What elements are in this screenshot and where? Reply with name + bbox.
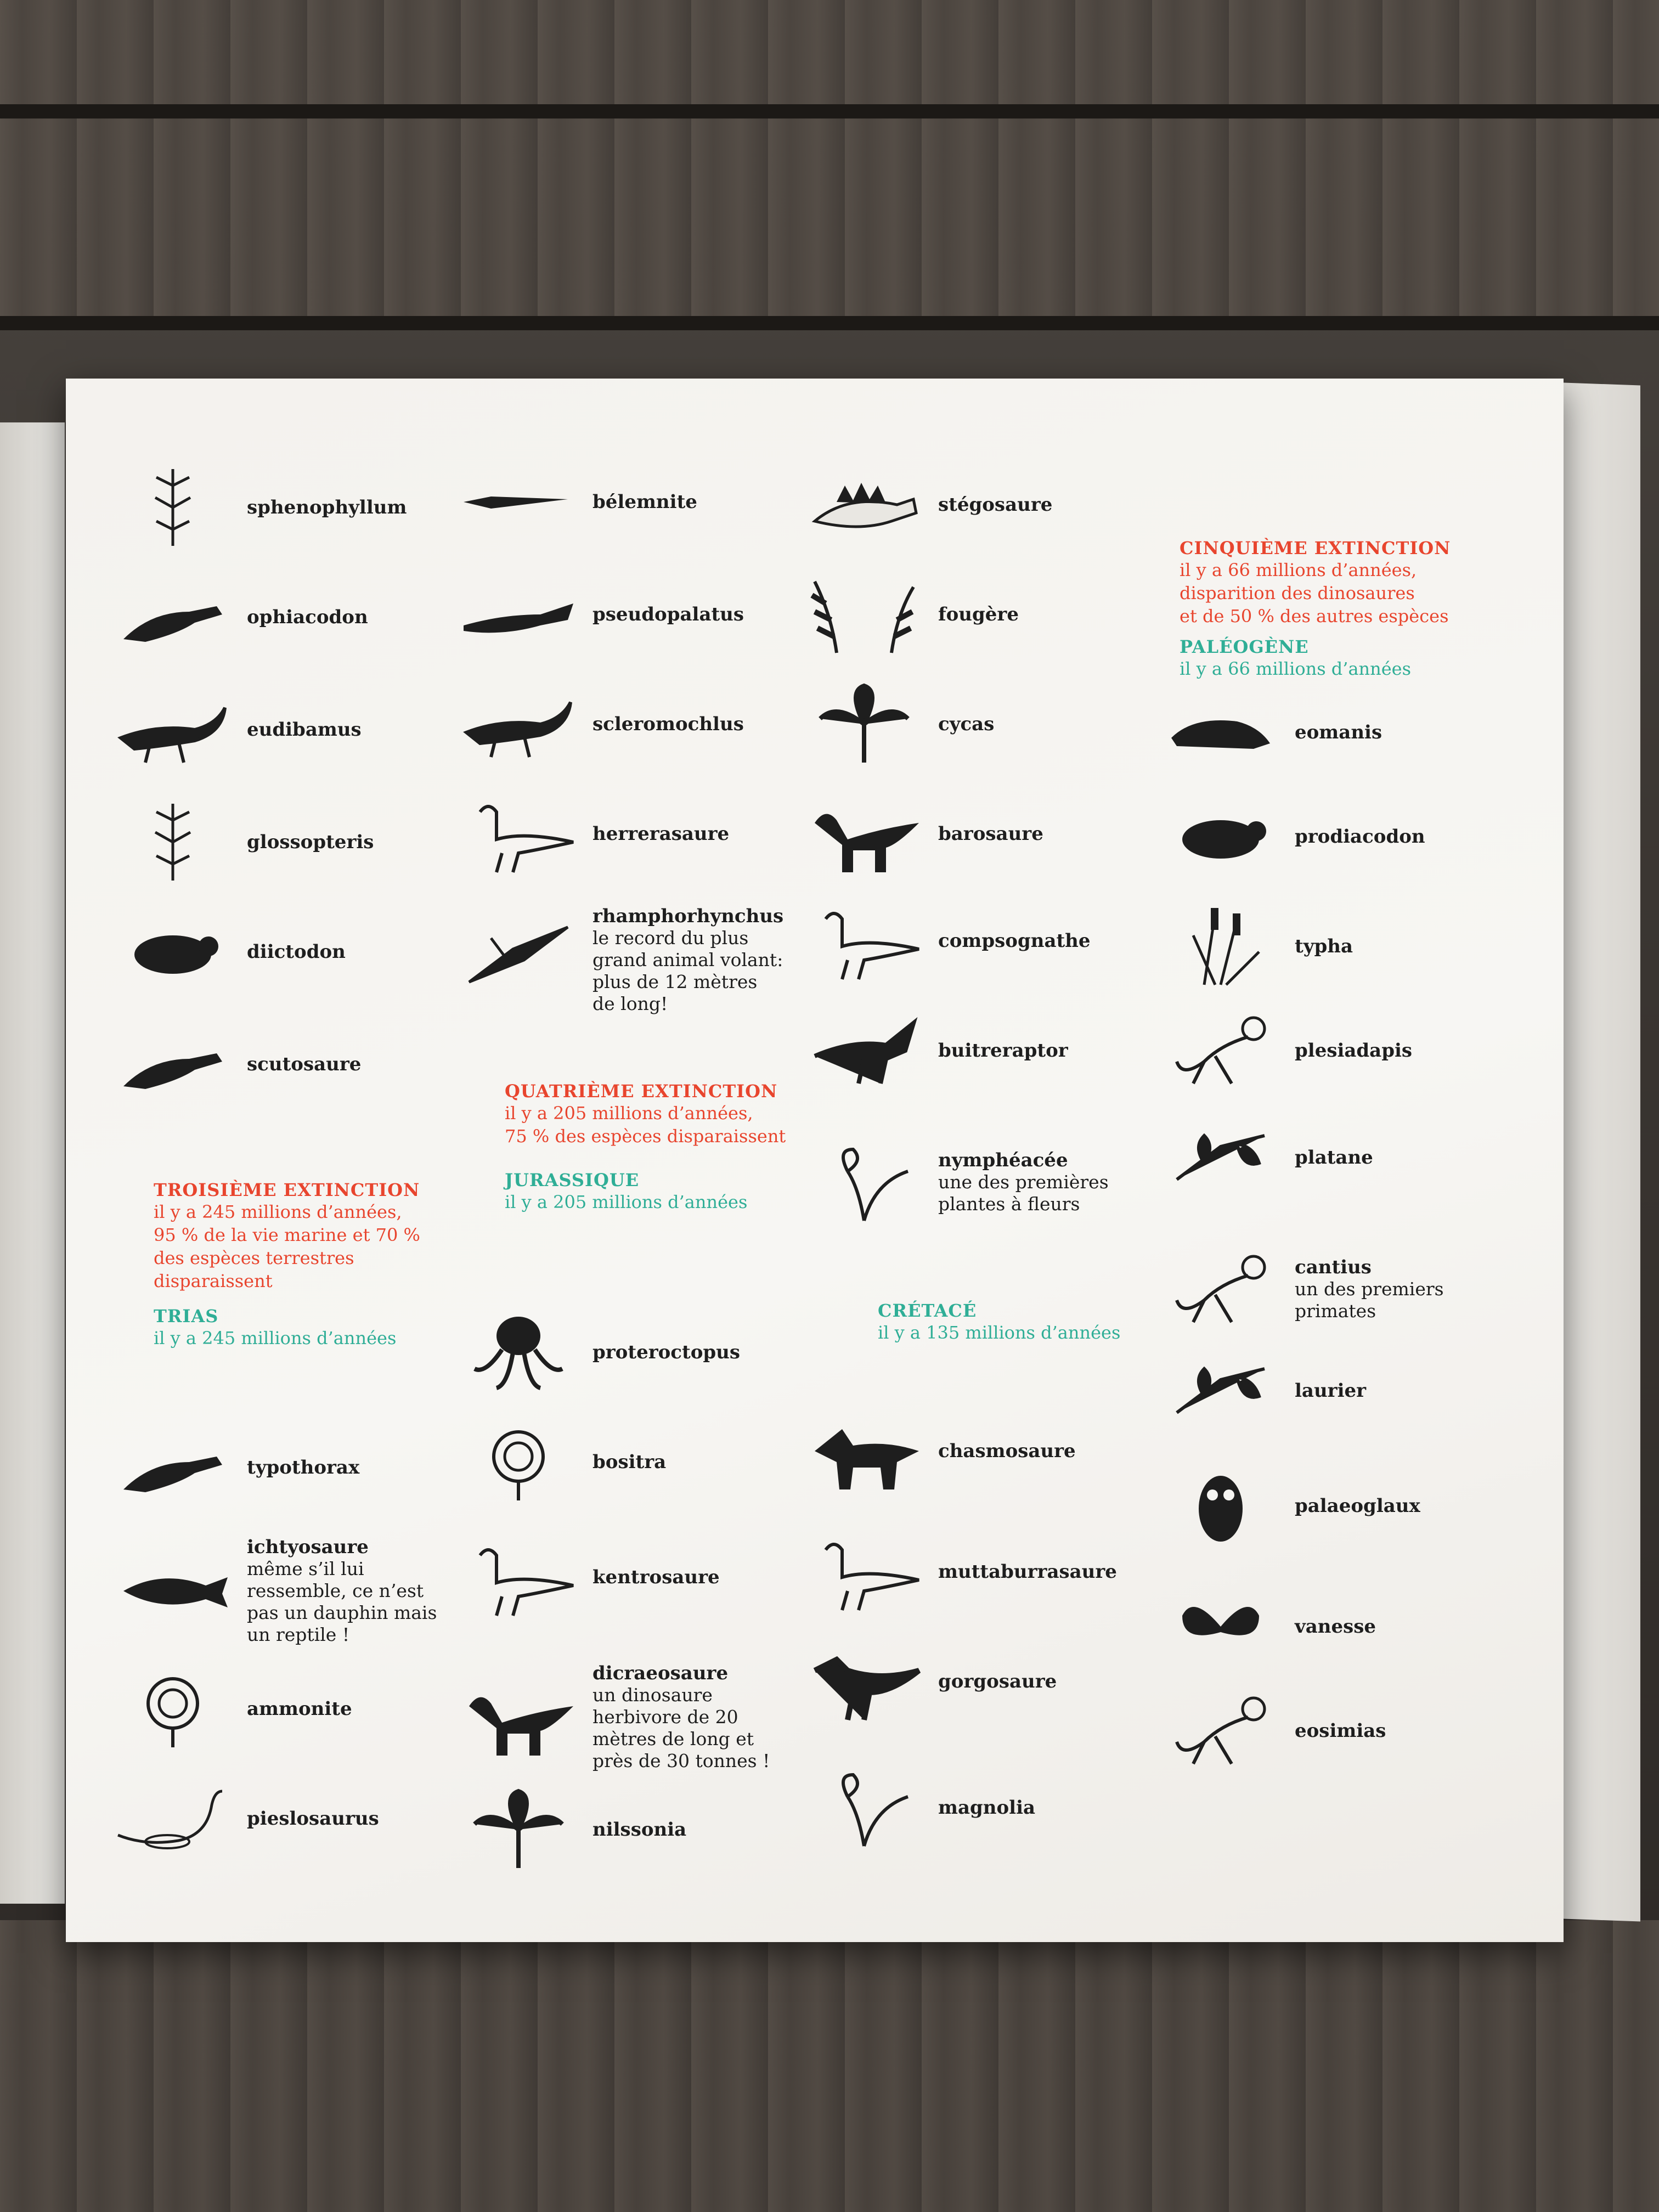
reptile-icon — [110, 1018, 236, 1111]
species-entry — [801, 1004, 1068, 1097]
species-label — [938, 823, 1043, 845]
species-label — [592, 491, 697, 513]
lizard-icon — [455, 678, 582, 771]
species-name: bélemnite — [592, 491, 697, 513]
section-title: CINQUIÈME EXTINCTION — [1180, 538, 1451, 558]
species-entry — [110, 1421, 359, 1514]
squid-icon — [455, 455, 582, 549]
species-label — [247, 1536, 437, 1646]
species-label — [247, 496, 407, 518]
species-description: une des premières — [938, 1171, 1109, 1193]
crocodile-icon — [455, 568, 582, 661]
species-entry — [1158, 900, 1353, 993]
species-label — [247, 1698, 352, 1720]
section-line: 95 % de la vie marine et 70 % — [154, 1224, 420, 1245]
species-entry — [455, 1531, 720, 1624]
species-entry — [1158, 1580, 1376, 1673]
left-page-edge — [0, 422, 65, 1904]
species-description: un dinosaure — [592, 1684, 713, 1706]
pterosaur-icon — [455, 913, 582, 1007]
species-label — [592, 1566, 720, 1588]
period-title: TRIAS — [154, 1306, 219, 1327]
species-name: pseudopalatus — [592, 603, 744, 625]
species-name: compsognathe — [938, 930, 1091, 952]
species-entry — [801, 678, 994, 771]
section-title: QUATRIÈME EXTINCTION — [505, 1081, 778, 1102]
species-label — [592, 713, 744, 735]
plank-gap — [0, 104, 1659, 119]
species-label — [247, 719, 362, 741]
species-label — [592, 1451, 666, 1473]
dinosaur-icon — [801, 894, 927, 988]
book-right-edge — [1564, 383, 1640, 1922]
reed-icon — [1158, 900, 1284, 993]
species-name: cycas — [938, 713, 995, 735]
period-line: il y a 135 millions d’années — [878, 1322, 1121, 1343]
species-label — [1295, 1256, 1444, 1322]
species-name: ichtyosaure — [247, 1536, 369, 1558]
species-label — [938, 1040, 1068, 1062]
species-label — [1295, 1147, 1373, 1169]
species-name: rhamphorhynchus — [592, 905, 784, 927]
period-cretace — [878, 1300, 1120, 1344]
species-label — [592, 905, 783, 1015]
species-entry — [455, 1783, 686, 1876]
species-description: plus de 12 mètres — [592, 971, 758, 992]
leaf-icon — [1158, 1111, 1284, 1204]
extinction-3 — [154, 1180, 420, 1350]
period-title: PALÉOGÈNE — [1180, 636, 1309, 657]
triceratops-icon — [801, 1404, 927, 1498]
species-name: prodiacodon — [1295, 826, 1425, 848]
sauropod-icon — [455, 1671, 582, 1764]
species-entry — [1158, 1111, 1373, 1204]
dinosaur-icon — [801, 1525, 927, 1618]
section-line: il y a 66 millions d’années, — [1180, 560, 1417, 580]
species-label — [938, 1561, 1117, 1583]
species-label — [247, 1053, 361, 1075]
palm-icon — [801, 678, 927, 771]
period-line: il y a 66 millions d’années — [1180, 658, 1412, 679]
primate-icon — [1158, 1004, 1284, 1097]
species-entry — [1158, 1459, 1420, 1553]
species-label — [938, 1149, 1109, 1215]
reptile-icon — [110, 1421, 236, 1514]
primate-icon — [1158, 1684, 1284, 1778]
species-entry — [801, 1635, 1057, 1728]
book-page — [66, 379, 1564, 1942]
species-entry — [1158, 790, 1425, 883]
species-description: près de 30 tonnes ! — [592, 1750, 770, 1771]
species-entry — [110, 1662, 352, 1756]
extinction-4 — [505, 1081, 786, 1214]
fish-icon — [110, 1544, 236, 1638]
extinction-5 — [1180, 538, 1451, 680]
species-entry — [110, 905, 346, 998]
species-name: typha — [1295, 935, 1353, 957]
species-description: le record du plus — [592, 927, 749, 949]
sauropod-icon — [801, 787, 927, 881]
section-line: il y a 205 millions d’années, — [505, 1103, 753, 1124]
species-label — [1295, 1380, 1366, 1402]
lizard-icon — [110, 683, 236, 776]
species-name: palaeoglaux — [1295, 1495, 1420, 1517]
species-name: dicraeosaure — [592, 1662, 729, 1684]
species-entry — [801, 1525, 1117, 1618]
species-name: ammonite — [247, 1698, 352, 1720]
species-label — [1295, 826, 1425, 848]
section-line: des espèces terrestres — [154, 1248, 354, 1268]
shell-icon — [455, 1415, 582, 1509]
species-name: scutosaure — [247, 1053, 362, 1075]
plank-gap — [0, 316, 1659, 330]
species-description: mètres de long et — [592, 1728, 754, 1750]
species-name: eudibamus — [247, 719, 362, 741]
species-label — [247, 831, 374, 853]
species-description: ressemble, ce n’est — [247, 1580, 424, 1601]
species-entry — [455, 1306, 740, 1399]
species-entry — [110, 461, 407, 554]
species-entry — [455, 787, 729, 881]
primate-icon — [1158, 1243, 1284, 1336]
species-name: nymphéacée — [938, 1149, 1068, 1171]
species-name: gorgosaure — [938, 1671, 1057, 1692]
wood-plank — [0, 1920, 1659, 2212]
species-label — [592, 1662, 770, 1772]
palm-icon — [455, 1783, 582, 1876]
species-description: un reptile ! — [247, 1624, 350, 1645]
plant-icon — [110, 461, 236, 554]
species-name: nilssonia — [592, 1819, 687, 1841]
species-description: primates — [1295, 1300, 1376, 1322]
species-entry — [1158, 1344, 1366, 1437]
dinosaur-icon — [455, 787, 582, 881]
mammal-icon — [110, 905, 236, 998]
flower-icon — [801, 1761, 927, 1854]
section-title: TROISIÈME EXTINCTION — [154, 1180, 420, 1200]
species-name: laurier — [1295, 1380, 1367, 1402]
fern-icon — [801, 568, 927, 661]
species-label — [592, 603, 744, 625]
species-name: bositra — [592, 1451, 667, 1473]
species-name: scleromochlus — [592, 713, 744, 735]
raptor-icon — [801, 1004, 927, 1097]
species-name: chasmosaure — [938, 1440, 1076, 1462]
species-name: vanesse — [1295, 1616, 1376, 1638]
species-description: plantes à fleurs — [938, 1193, 1080, 1215]
section-line: il y a 245 millions d’années, — [154, 1201, 402, 1222]
leaf-icon — [1158, 1344, 1284, 1437]
species-entry — [110, 1772, 379, 1865]
species-label — [938, 603, 1019, 625]
species-label — [938, 494, 1052, 516]
species-name: plesiadapis — [1295, 1040, 1413, 1062]
species-name: barosaure — [938, 823, 1043, 845]
species-name: stégosaure — [938, 494, 1053, 516]
species-entry — [110, 1536, 437, 1646]
wood-plank — [0, 0, 1659, 104]
species-label — [1295, 935, 1353, 957]
species-entry — [801, 458, 1052, 551]
period-title: JURASSIQUE — [505, 1170, 640, 1190]
species-name: glossopteris — [247, 831, 374, 853]
stegosaurus-icon — [801, 458, 927, 551]
species-entry — [455, 905, 783, 1015]
species-name: pieslosaurus — [247, 1808, 379, 1830]
species-entry — [455, 678, 744, 771]
species-entry — [801, 1136, 1109, 1229]
species-entry — [1158, 1004, 1412, 1097]
species-label — [1295, 721, 1382, 743]
butterfly-icon — [1158, 1580, 1284, 1673]
flower-icon — [801, 1136, 927, 1229]
species-entry — [455, 1415, 666, 1509]
species-name: typothorax — [247, 1457, 360, 1479]
species-label — [938, 930, 1091, 952]
species-name: kentrosaure — [592, 1566, 720, 1588]
species-label — [247, 941, 346, 963]
species-name: cantius — [1295, 1256, 1372, 1278]
species-entry — [801, 787, 1043, 881]
species-label — [1295, 1720, 1386, 1742]
reptile-icon — [110, 571, 236, 664]
species-label — [592, 823, 729, 845]
species-label — [1295, 1616, 1376, 1638]
species-description: de long! — [592, 993, 668, 1014]
species-label — [1295, 1040, 1412, 1062]
species-entry — [1158, 1243, 1444, 1336]
species-name: muttaburrasaure — [938, 1561, 1117, 1583]
species-entry — [801, 1404, 1076, 1498]
species-entry — [1158, 686, 1382, 779]
species-name: herrerasaure — [592, 823, 730, 845]
species-entry — [801, 894, 1091, 988]
species-name: ophiacodon — [247, 606, 368, 628]
plesiosaur-icon — [110, 1772, 236, 1865]
species-entry — [110, 571, 368, 664]
species-description: herbivore de 20 — [592, 1706, 738, 1728]
species-entry — [110, 683, 362, 776]
species-name: magnolia — [938, 1797, 1036, 1819]
species-name: fougère — [938, 603, 1019, 625]
shell-icon — [110, 1662, 236, 1756]
species-label — [247, 606, 368, 628]
species-label — [592, 1341, 740, 1363]
period-line: il y a 245 millions d’années — [154, 1328, 397, 1348]
species-entry — [110, 1018, 361, 1111]
section-line: disparition des dinosaures — [1180, 583, 1415, 603]
species-entry — [110, 795, 374, 889]
species-label — [938, 713, 994, 735]
plant-icon — [110, 795, 236, 889]
species-label — [247, 1457, 359, 1479]
species-description: pas un dauphin mais — [247, 1602, 437, 1623]
pangolin-icon — [1158, 686, 1284, 779]
section-line: disparaissent — [154, 1271, 273, 1291]
species-label — [592, 1819, 686, 1841]
species-label — [247, 1808, 379, 1830]
species-entry — [455, 1662, 770, 1772]
species-name: buitreraptor — [938, 1040, 1068, 1062]
period-line: il y a 205 millions d’années — [505, 1192, 748, 1212]
section-line: et de 50 % des autres espèces — [1180, 606, 1449, 627]
dinosaur-icon — [455, 1531, 582, 1624]
species-label — [938, 1797, 1035, 1819]
species-name: eomanis — [1295, 721, 1383, 743]
species-description: grand animal volant: — [592, 949, 783, 970]
period-title: CRÉTACÉ — [878, 1300, 977, 1321]
species-description: un des premiers — [1295, 1278, 1444, 1300]
species-label — [938, 1440, 1076, 1462]
owl-icon — [1158, 1459, 1284, 1553]
species-label — [1295, 1495, 1420, 1517]
species-name: platane — [1295, 1147, 1373, 1169]
species-entry — [1158, 1684, 1386, 1778]
species-description: même s’il lui — [247, 1558, 364, 1579]
species-entry — [455, 568, 744, 661]
species-entry — [455, 455, 697, 549]
species-entry — [801, 1761, 1035, 1854]
species-name: eosimias — [1295, 1720, 1386, 1742]
wood-plank — [0, 119, 1659, 316]
mammal-icon — [1158, 790, 1284, 883]
octopus-icon — [455, 1306, 582, 1399]
species-entry — [801, 568, 1019, 661]
species-name: sphenophyllum — [247, 496, 407, 518]
trex-icon — [801, 1635, 927, 1728]
species-label — [938, 1671, 1057, 1692]
species-name: diictodon — [247, 941, 346, 963]
species-name: proteroctopus — [592, 1341, 741, 1363]
section-line: 75 % des espèces disparaissent — [505, 1126, 786, 1147]
